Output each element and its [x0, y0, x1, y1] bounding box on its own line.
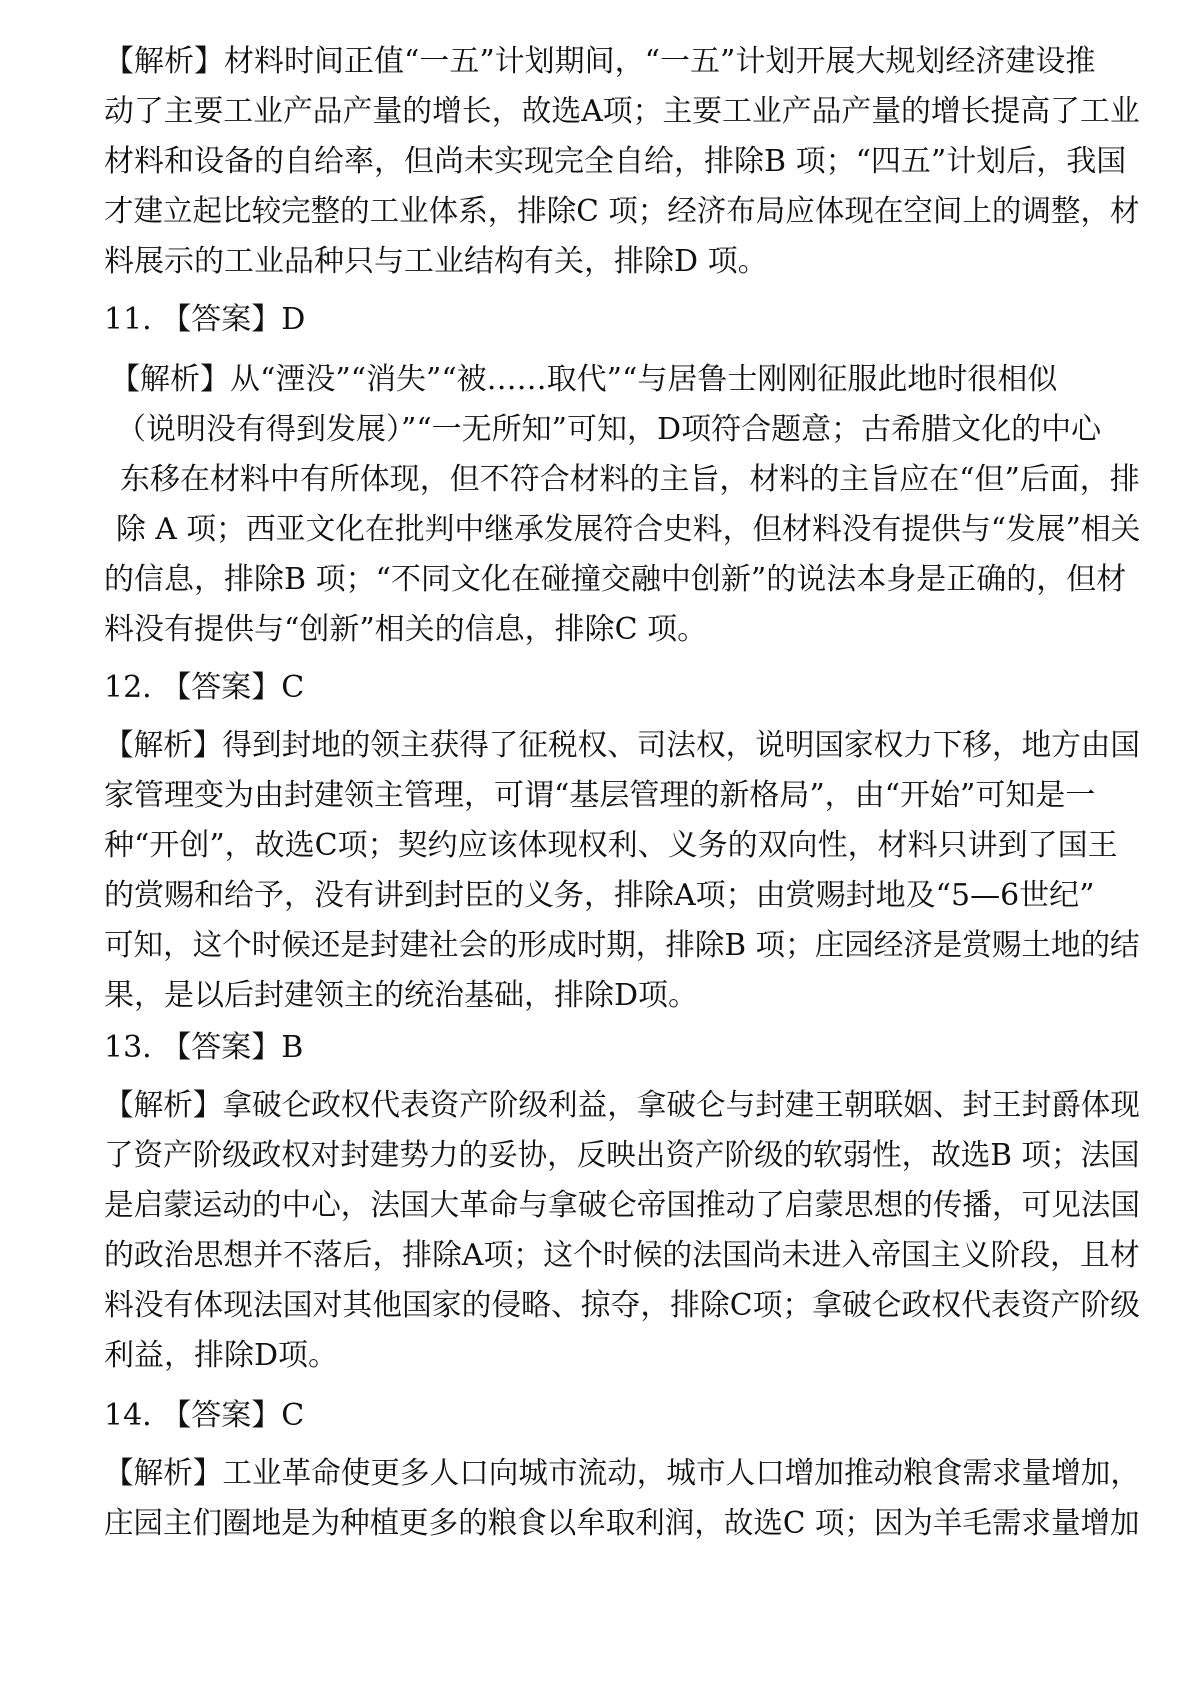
- text-line: 了资产阶级政权对封建势力的妥协，反映出资产阶级的软弱性，故选B 项；法国: [104, 1138, 1140, 1173]
- text-line: 的赏赐和给予，没有讲到封臣的义务，排除A项；由赏赐封地及“5—6世纪”: [104, 878, 1095, 913]
- answer-heading: 12. 【答案】C: [104, 670, 305, 705]
- text-line: 料没有提供与“创新”相关的信息，排除C 项。: [104, 612, 708, 647]
- text-line: 才建立起比较完整的工业体系，排除C 项；经济布局应体现在空间上的调整，材: [104, 194, 1140, 229]
- text-line: 庄园主们圈地是为种植更多的粮食以牟取利润，故选C 项；因为羊毛需求量增加: [104, 1506, 1140, 1541]
- text-line: 是启蒙运动的中心，法国大革命与拿破仑帝国推动了启蒙思想的传播，可见法国: [104, 1188, 1140, 1223]
- text-line: 【解析】从“湮没”“消失”“被……取代”“与居鲁士刚刚征服此地时很相似: [110, 362, 1058, 397]
- answer-heading: 14. 【答案】C: [104, 1398, 305, 1433]
- text-line: 【解析】材料时间正值“一五”计划期间，“一五”计划开展大规划经济建设推: [104, 44, 1096, 79]
- text-line: 家管理变为由封建领主管理，可谓“基层管理的新格局”，由“开始”可知是一: [104, 778, 1096, 813]
- text-line: 种“开创”，故选C项；契约应该体现权利、义务的双向性，材料只讲到了国王: [104, 828, 1118, 863]
- answer-heading: 11. 【答案】D: [104, 302, 306, 337]
- text-line: 料没有体现法国对其他国家的侵略、掠夺，排除C项；拿破仑政权代表资产阶级: [104, 1288, 1140, 1323]
- text-line: 动了主要工业产品产量的增长，故选A项；主要工业产品产量的增长提高了工业: [104, 94, 1140, 129]
- text-line: （说明没有得到发展）”“一无所知”可知，D项符合题意；古希腊文化的中心: [116, 412, 1102, 447]
- text-line: 材料和设备的自给率，但尚未实现完全自给，排除B 项；“四五”计划后，我国: [104, 144, 1127, 179]
- text-line: 利益，排除D项。: [104, 1338, 339, 1373]
- answer-heading: 13. 【答案】B: [104, 1030, 304, 1065]
- text-line: 的信息，排除B 项；“不同文化在碰撞交融中创新”的说法本身是正确的，但材: [104, 562, 1127, 597]
- text-line: 除 A 项；西亚文化在批判中继承发展符合史料，但材料没有提供与“发展”相关: [116, 512, 1141, 547]
- text-line: 料展示的工业品种只与工业结构有关，排除D 项。: [104, 244, 768, 279]
- text-line: 【解析】工业革命使更多人口向城市流动，城市人口增加推动粮食需求量增加，: [104, 1456, 1140, 1491]
- text-line: 东移在材料中有所体现，但不符合材料的主旨，材料的主旨应在“但”后面，排: [120, 462, 1140, 497]
- text-line: 【解析】拿破仑政权代表资产阶级利益，拿破仑与封建王朝联姻、封王封爵体现: [104, 1088, 1140, 1123]
- text-line: 的政治思想并不落后，排除A项；这个时候的法国尚未进入帝国主义阶段，且材: [104, 1238, 1140, 1273]
- text-line: 【解析】得到封地的领主获得了征税权、司法权，说明国家权力下移，地方由国: [104, 728, 1140, 763]
- text-line: 可知，这个时候还是封建社会的形成时期，排除B 项；庄园经济是赏赐土地的结: [104, 928, 1140, 963]
- text-line: 果，是以后封建领主的统治基础，排除D项。: [104, 978, 699, 1013]
